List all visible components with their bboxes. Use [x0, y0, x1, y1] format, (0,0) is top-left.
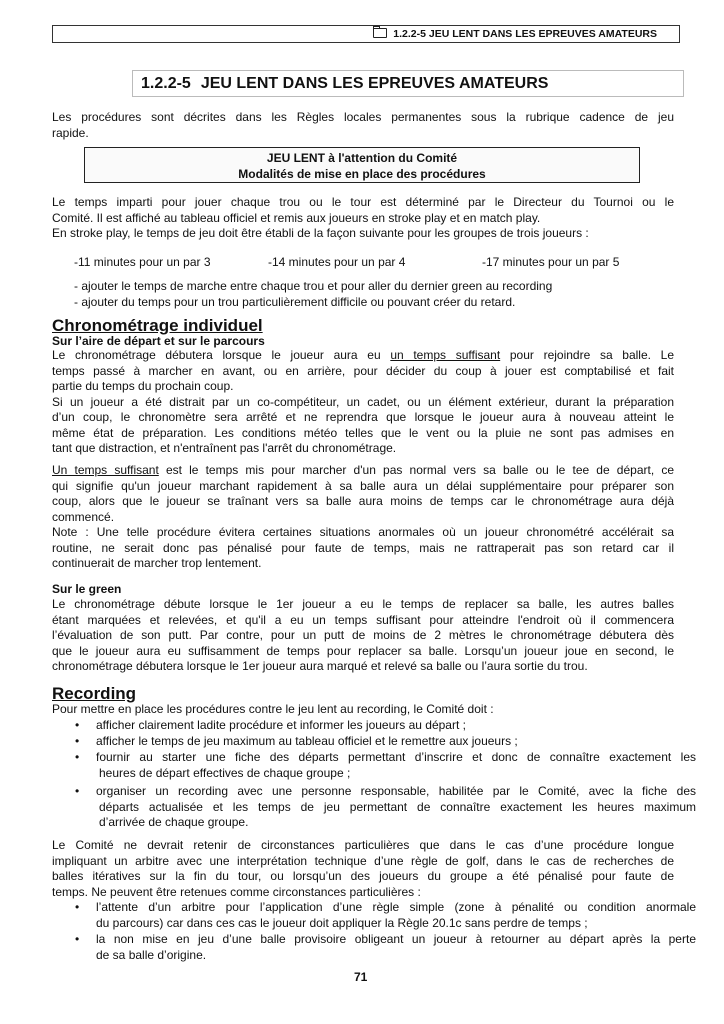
text-line: l’attente d’un arbitre pour l’application d’une règle simple (zone à pénalité ou condition anormale — [96, 900, 696, 914]
recording-paragraph — [52, 838, 674, 900]
text-line: que le joueur aura eu suffisamment de temps pour replacer sa balle. Lorsqu’un joueur joue en second, le — [52, 643, 674, 658]
text-line: afficher le temps de jeu maximum au tableau officiel et le remettre aux joueurs ; — [96, 734, 518, 748]
bullet-icon: • — [75, 900, 80, 914]
tempo-par4: -14 minutes pour un par 4 — [268, 255, 406, 269]
text-line: partie du temps du prochain coup. — [52, 379, 234, 393]
chrono-subheading-course: Sur l’aire de départ et sur le parcours — [52, 334, 265, 348]
section-number: 1.2.2-5 — [141, 75, 191, 92]
text-line: d’un coup, le chronomètre sera arrêté et ne reprendra que lorsque le joueur aura à nouveau atteint le — [52, 410, 674, 424]
tempo-par5: -17 minutes pour un par 5 — [482, 255, 620, 269]
section-title-text: JEU LENT DANS LES EPREUVES AMATEURS — [200, 75, 549, 92]
notice-line-2: Modalités de mise en place des procédures — [238, 167, 486, 181]
text-run: Le chronométrage débutera lorsque le joueur aura eu — [52, 348, 391, 362]
running-header-label: 1.2.2-5 JEU LENT DANS LES EPREUVES AMATEURS — [393, 28, 657, 40]
text-line: afficher clairement ladite procédure et informer les joueurs au départ ; — [96, 718, 466, 732]
text-line: routine, ne serait donc pas pénalisé pour faute de temps, mais ne rattraperait pas son retard car il — [52, 540, 674, 555]
bullet-icon: • — [75, 734, 80, 748]
text-line: départs actualisée et les temps de jeu permettant de connaître exactement les heures maximum — [99, 799, 696, 814]
underlined-term: Un temps suffisant — [52, 463, 159, 477]
text-line: du parcours) car dans ces cas le joueur doit appliquer la Règle 20.1c sans perdre de temps ; — [96, 915, 588, 930]
text-line: organiser un recording avec une personne responsable, habilitée par le Comité, avec la fiche des — [96, 784, 696, 798]
text-line: chronométrage débutera lorsque le 1er joueur aura marqué et relevé sa balle ou l’aura sortie du trou. — [52, 659, 588, 673]
time-allocation-paragraph — [52, 195, 674, 242]
text-line: l’évaluation de son putt. Par contre, pour un putt de moins de 2 mètres le chronométrage débutera dès — [52, 628, 674, 642]
bullet-icon: • — [75, 784, 80, 798]
recording-heading: Recording — [52, 684, 137, 703]
additions-list — [74, 279, 674, 310]
text-line — [52, 348, 674, 364]
text-line: la non mise en jeu d’une balle provisoire obligeant un joueur à retourner au départ après la perte — [96, 932, 696, 946]
text-line: Les procédures sont décrites dans les Règles locales permanentes sous la rubrique cadence de jeu — [52, 110, 674, 124]
green-paragraph — [52, 597, 674, 675]
text-line: coup, alors que le joueur se traînant vers sa balle aura moins de temps car le chronométrage aura déjà — [52, 494, 674, 508]
text-line — [52, 463, 674, 479]
committee-notice-box — [84, 147, 640, 183]
text-line: Le chronométrage débute lorsque le 1er joueur a eu le temps de replacer sa balle, les autres balles — [52, 597, 674, 611]
text-line: tant que distraction, et n'entraînent pas l'arrêt du chronométrage. — [52, 441, 397, 455]
intro-paragraph — [52, 110, 674, 141]
text-line: étant marquées et relevées, et qu'il a eu un temps suffisant pour atteindre l'endroit où il commencera — [52, 612, 674, 627]
underlined-term: un temps suffisant — [390, 348, 501, 362]
text-line: Si un joueur a été distrait par un co-compétiteur, un cadet, ou un élément extérieur, durant la préparation — [52, 394, 674, 409]
chrono-heading: Chronométrage individuel — [52, 316, 263, 335]
text-line: En stroke play, le temps de jeu doit être établi de la façon suivante pour les groupes de trois joueurs : — [52, 226, 589, 240]
text-line: Note : Une telle procédure évitera certaines situations anormales où un joueur chronométré accélérait sa — [52, 525, 674, 539]
text-line: commencé. — [52, 509, 115, 524]
text-line: même état de préparation. Les conditions météo telles que le vent ou la pluie ne sont pas admises en — [52, 425, 674, 440]
bullet-icon: • — [75, 718, 80, 732]
text-line: fournir au starter une fiche des départs permettant d’inscrire et donc de connaître exactement les — [96, 750, 696, 764]
text-line: qui signifie qu'un joueur marchant rapidement à sa balle aura un délai supplémentaire pour préparer son — [52, 478, 674, 493]
text-line: - ajouter le temps de marche entre chaque trou et pour aller du dernier green au recording — [74, 279, 553, 293]
bullet-icon: • — [75, 932, 80, 946]
text-line: d’arrivée de chaque groupe. — [99, 815, 249, 829]
text-line: - ajouter du temps pour un trou particulièrement difficile ou pouvant créer du retard. — [74, 294, 516, 309]
running-header — [52, 25, 680, 43]
tempo-par3: -11 minutes pour un par 3 — [74, 255, 211, 269]
text-run: est le temps mis pour marcher d'un pas normal vers sa balle ou le tee de départ, ce — [158, 463, 674, 477]
text-line: de sa balle d’origine. — [96, 947, 207, 962]
text-run: pour rejoindre sa balle. Le — [500, 348, 674, 362]
chrono-paragraph-2 — [52, 463, 674, 572]
text-line: temps. Ne peuvent être retenues comme circonstances particulières : — [52, 884, 421, 899]
text-line: balles itératives sur la fin du tour, ou lorsqu’un des joueurs du groupe a été pénalisé pour faute de — [52, 869, 674, 883]
text-line: Le temps imparti pour jouer chaque trou ou le tour est déterminé par le Directeur du Tournoi ou le — [52, 195, 674, 209]
bullet-icon: • — [75, 750, 80, 764]
chrono-paragraph-1 — [52, 348, 674, 457]
text-line: impliquant un arbitre avec une interprétation technique d’une règle de golf, dans le cas de recherches de — [52, 853, 674, 868]
folder-icon — [373, 28, 387, 38]
text-line: continuerait de marcher trop lentement. — [52, 556, 262, 570]
notice-line-1: JEU LENT à l'attention du Comité — [266, 151, 458, 165]
text-line: temps passé à marcher en avant, ou en arrière, pour décider du coup à jouer est comptabilisé et fait — [52, 363, 674, 378]
running-header-content — [373, 26, 657, 42]
recording-intro — [52, 702, 674, 718]
chrono-subheading-green: Sur le green — [52, 582, 122, 596]
text-line: Pour mettre en place les procédures contre le jeu lent au recording, le Comité doit : — [52, 702, 494, 716]
page-number: 71 — [354, 970, 368, 984]
text-line: Comité. Il est affiché au tableau officiel et remis aux joueurs en stroke play et en match play. — [52, 210, 541, 225]
text-line: heures de départ effectives de chaque groupe ; — [99, 765, 351, 780]
section-title — [132, 70, 684, 97]
text-line: rapide. — [52, 125, 89, 140]
text-line: Le Comité ne devrait retenir de circonstances particulières que dans le cas d’une procédure longue — [52, 838, 674, 852]
